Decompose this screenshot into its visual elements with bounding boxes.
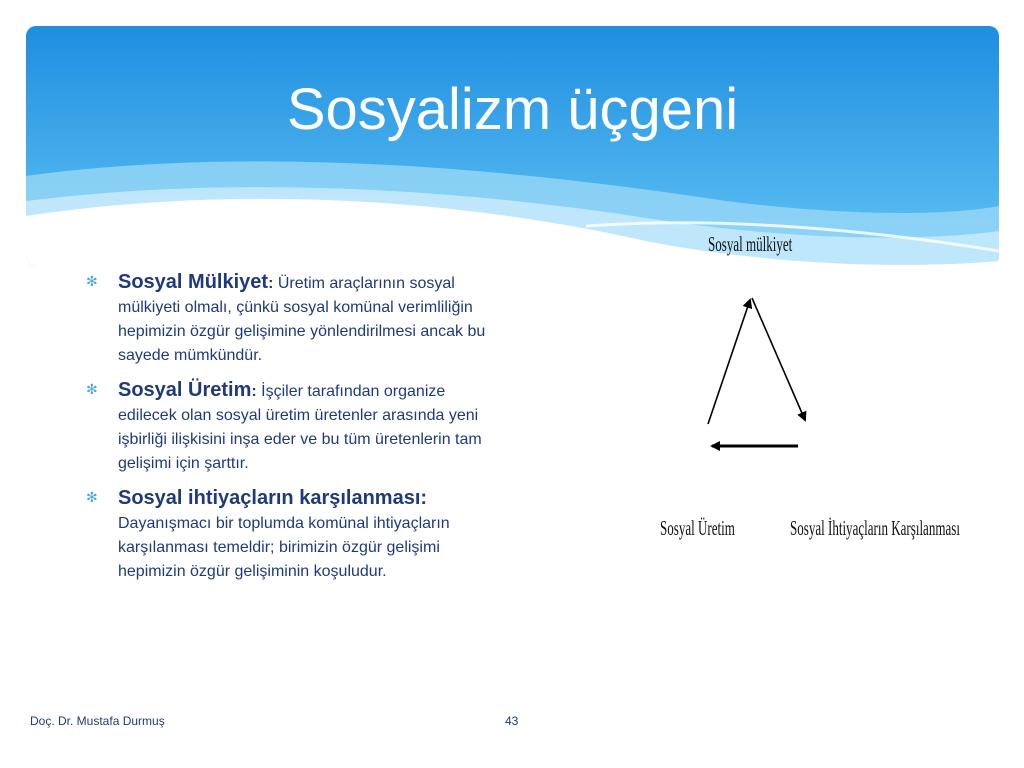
bullet-text: Dayanışmacı bir toplumda komünal ihtiyaçların karşılanması temeldir; birimizin özgür gelişimi hepimizin özgür gelişiminin koşuludur. [118, 515, 450, 580]
bullet-text: Üretim araçlarının sosyal mülkiyeti olmalı, çünkü sosyal komünal verimliliğin hepimizin özgür gelişimine yönlendirilmesi ancak bu sayede mümkündür. [118, 275, 486, 364]
asterisk-bullet-icon: ✻ [86, 489, 98, 505]
bullet-sosyal-ihtiyaclar [86, 486, 486, 584]
bullet-sosyal-mulkiyet [86, 270, 486, 368]
bullet-text: İşçiler tarafından organize edilecek olan sosyal üretim üretenler arasında yeni işbirliği ilişkisini inşa eder ve bu tüm üretenlerin tam gelişimi için şarttır. [118, 383, 482, 472]
bullet-term: Sosyal ihtiyaçların karşılanması: [118, 487, 428, 509]
arrow-down-right [752, 298, 805, 420]
bullet-sosyal-uretim [86, 378, 486, 476]
bullet-term: Sosyal Üretim [118, 379, 252, 401]
arrow-up-left [708, 300, 750, 424]
diagram-label-left: Sosyal Üretim [660, 516, 735, 540]
slide-title: Sosyalizm üçgeni [286, 77, 739, 142]
triangle-diagram [640, 220, 980, 560]
diagram-label-top: Sosyal mülkiyet [708, 232, 793, 256]
diagram-label-right: Sosyal İhtiyaçların Karşılanması [790, 516, 960, 540]
asterisk-bullet-icon: ✻ [86, 381, 98, 397]
bullet-list [86, 270, 486, 594]
bullet-separator: : [268, 275, 278, 292]
bullet-separator: : [251, 383, 262, 400]
bullet-term: Sosyal Mülkiyet [118, 271, 269, 293]
footer-author: Doç. Dr. Mustafa Durmuş [30, 714, 165, 728]
asterisk-bullet-icon: ✻ [86, 273, 98, 289]
footer-page-number: 43 [505, 714, 519, 728]
